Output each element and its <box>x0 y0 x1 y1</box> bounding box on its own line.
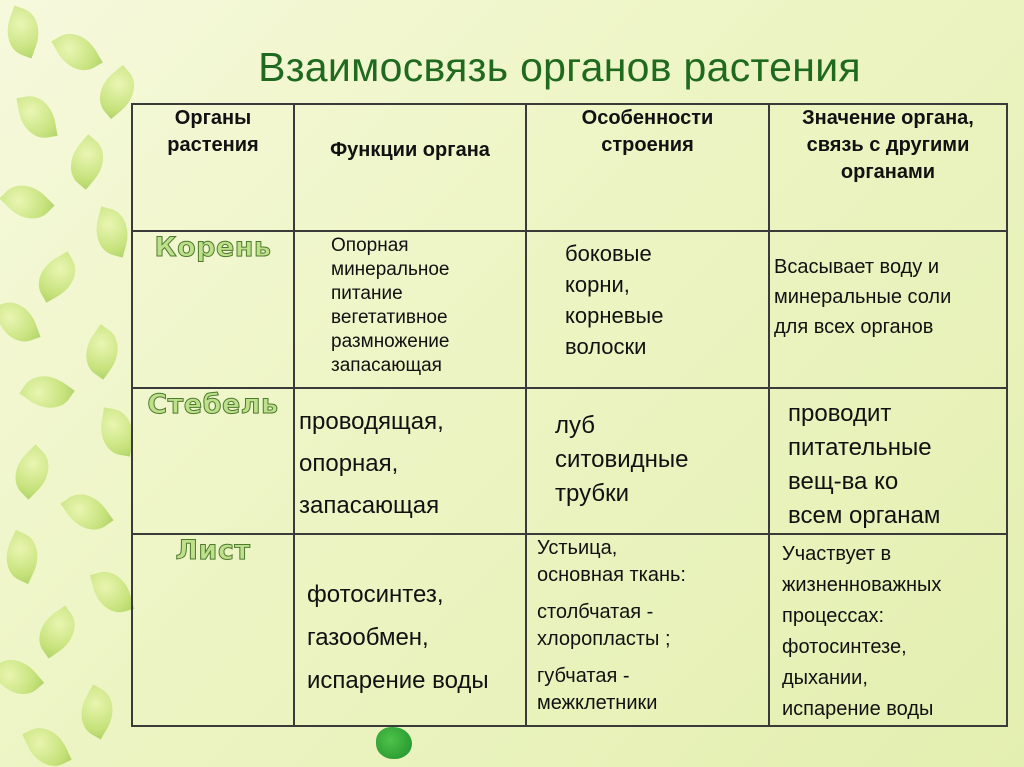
organ-name: Лист <box>175 535 251 566</box>
structure-part: столбчатая - хлоропласты ; <box>537 601 671 650</box>
header-functions: Функции органа <box>294 104 526 231</box>
table-row <box>132 231 1007 388</box>
functions-cell: проводящая, опорная, запасающая <box>294 388 526 534</box>
green-blob-decoration <box>376 727 412 759</box>
header-organs: Органы растения <box>132 104 294 231</box>
structure-cell: боковые корни, корневые волоски <box>526 231 769 388</box>
header-structure: Особенности строения <box>526 104 769 231</box>
table-row <box>132 534 1007 726</box>
organ-cell <box>132 534 294 726</box>
organ-name: Стебель <box>147 389 279 420</box>
page-title <box>0 44 1024 91</box>
organ-name: Корень <box>154 232 272 263</box>
significance-cell: Участвует в жизненноважных процессах: фотосинтезе, дыхании, испарение воды <box>769 534 1007 726</box>
organ-cell <box>132 388 294 534</box>
table-row <box>132 388 1007 534</box>
functions-cell: фотосинтез, газообмен, испарение воды <box>294 534 526 726</box>
leaf-decoration <box>0 0 150 767</box>
structure-cell <box>526 534 769 726</box>
table-header-row <box>132 104 1007 231</box>
organs-table <box>131 103 1008 727</box>
organ-cell <box>132 231 294 388</box>
significance-cell: Всасывает воду и минеральные соли для всех органов <box>769 231 1007 388</box>
header-significance: Значение органа, связь с другими органами <box>769 104 1007 231</box>
structure-part: Устьица, основная ткань: <box>537 537 686 586</box>
significance-cell: проводит питательные вещ-ва ко всем органам <box>769 388 1007 534</box>
structure-cell: луб ситовидные трубки <box>526 388 769 534</box>
functions-cell: Опорная минеральное питание вегетативное размножение запасающая <box>294 231 526 388</box>
structure-part: губчатая - межклетники <box>537 665 658 714</box>
page-title-text: Взаимосвязь органов растения <box>258 44 861 90</box>
